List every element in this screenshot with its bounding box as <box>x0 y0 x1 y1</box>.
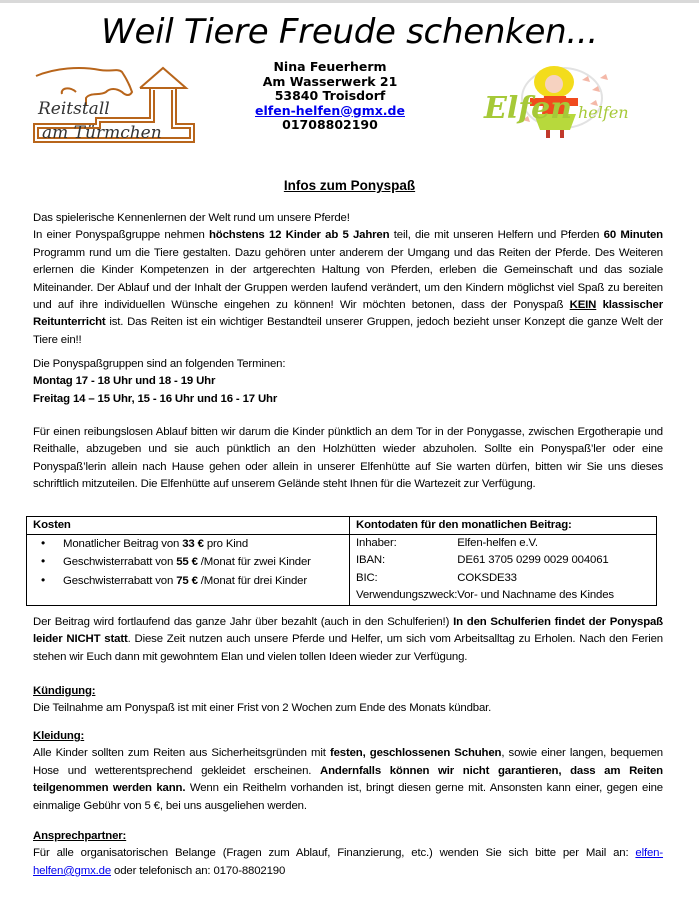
logo-text-elfen: Elfen <box>484 91 573 126</box>
account-value: DE61 3705 0299 0029 004061 <box>457 554 609 567</box>
clothing-warning: Andernfalls können wir nicht garantieren, dass am Reiten teilgenommen werden kann. <box>33 764 663 795</box>
contact-city: 53840 Troisdorf <box>274 88 386 103</box>
holidays-notice: In den Schulferien findet der Ponyspaß leider NICHT statt <box>33 616 663 646</box>
intro-max-kids: höchstens 12 Kinder ab 5 Jahren <box>209 229 390 242</box>
costs-table <box>26 516 657 606</box>
contact-block <box>230 60 430 133</box>
clothing-text: Alle Kinder sollten zum Reiten aus Sicherheitsgründen mit festen, geschlossenen Schuhen, sowie einer langen, bequemen Hose und wetterentsprechend gekleidet erscheinen. Andernfalls können wir nicht garantieren, dass am Reiten teilgenommen werden kann. Wenn ein Reithelm vorhanden ist, bringt diesen gerne mit. Ansonsten kann einer, gegen eine einmalige Gebühr von 5 €, bei uns ausgeliehen werden. <box>33 747 663 812</box>
clothing-heading: Kleidung: <box>33 730 85 742</box>
intro-text: Programm rund um die Tiere gestalten. Dazu gehören unter anderem der Umgang und das Reiten der Pferde. Des Weiteren erlernen die Kinder Kompetenzen in der artgerechten Haltung von Pferden, erleben die Gemeinschaft und das soziale Miteinander. Der Ablauf und der Inhalt der Gruppen werden laufend verändert, um den Kindern möglichst viel Spaß zu bereiten und auf ihre individuellen Wünsche eingehen zu können! Wir möchten betonen, dass der Ponyspaß <box>33 246 663 312</box>
top-border <box>0 0 699 3</box>
contact-street: Am Wasserwerk 21 <box>262 73 398 89</box>
elfen-helfen-logo <box>482 60 632 145</box>
contact-heading: Ansprechpartner: <box>33 830 127 842</box>
pickup-text: Für einen reibungslosen Ablauf bitten wir darum die Kinder pünktlich an dem Tor in der Ponygasse, zwischen Ergotherapie und Reithalle, abzugeben und sie auch pünktlich an den Holzhütten wieder abzuholen. Sollte ein Ponyspaß’ler oder eine Ponyspaß’lerin allein nach Hause gehen oder allein in unserer Elfenhütte auf Sie warten dürfen, bitten wir Sie uns dieses schriftlich mitzuteilen. Die Elfenhütte auf unserem Gelände steht Ihnen für die Wartezeit zur Verfügung. <box>33 426 663 491</box>
costs-list <box>31 535 343 590</box>
clothing-section <box>33 728 663 815</box>
logo-text-helfen: helfen <box>578 103 629 122</box>
schedule-intro: Die Ponyspaßgruppen sind an folgenden Terminen: <box>33 358 286 370</box>
account-header: Kontodaten für den monatlichen Beitrag: <box>350 517 657 535</box>
account-label: Inhaber: <box>356 537 397 549</box>
cancellation-heading: Kündigung: <box>33 685 96 697</box>
contact-email-link-footer[interactable]: elfen-helfen@gmx.de <box>33 847 663 877</box>
cost-amount: 55 € <box>176 556 198 569</box>
account-label: BIC: <box>356 571 378 584</box>
intro-text: In einer Ponyspaßgruppe nehmen <box>33 229 209 242</box>
costs-header: Kosten <box>27 517 350 535</box>
holidays-section <box>33 614 663 666</box>
cost-item: • Monatlicher Beitrag von 33 € pro Kind <box>41 535 343 553</box>
account-label: Verwendungszweck: <box>356 589 458 602</box>
account-label: IBAN: <box>356 554 386 567</box>
cost-item: • Geschwisterrabatt von 75 € /Monat für drei Kinder <box>41 572 343 590</box>
intro-text: ist. Das Reiten ist ein wichtiger Bestandteil unserer Gruppen, jedoch bezieht unser Konzept die ganze Welt der Tiere ein!! <box>33 316 663 346</box>
account-value: Vor- und Nachname des Kindes <box>457 589 614 602</box>
pickup-section <box>33 424 663 494</box>
schedule-monday: Montag 17 - 18 Uhr und 18 - 19 Uhr <box>33 375 216 388</box>
account-value: COKSDE33 <box>457 571 517 584</box>
schedule-section <box>33 356 663 408</box>
account-value: Elfen-helfen e.V. <box>457 537 538 549</box>
clothing-shoes: festen, geschlossenen Schuhen <box>329 747 502 760</box>
contact-name: Nina Feuerherm <box>273 59 387 74</box>
page-headline: Weil Tiere Freude schenken... <box>101 12 598 52</box>
intro-tagline: Das spielerische Kennenlernen der Welt rund um unsere Pferde! <box>33 212 350 224</box>
reitstall-logo <box>30 62 200 144</box>
account-row <box>356 587 650 604</box>
contact-section <box>33 828 663 880</box>
cost-amount: 33 € <box>182 538 204 550</box>
logo-text-reitstall: Reitstall <box>38 99 110 119</box>
document-title: Infos zum Ponyspaß <box>283 178 416 193</box>
intro-section <box>33 210 663 349</box>
contact-email-link[interactable]: elfen-helfen@gmx.de <box>255 102 405 118</box>
contact-text: Für alle organisatorischen Belange (Fragen zum Ablauf, Finanzierung, etc.) wenden Sie sich bitte per Mail an: elfen-helfen@gmx.de oder telefonisch an: 0170-8802190 <box>33 847 663 877</box>
cancellation-text: Die Teilnahme am Ponyspaß ist mit einer Frist von 2 Wochen zum Ende des Monats kündbar. <box>33 702 492 715</box>
intro-duration: 60 Minuten <box>603 229 663 242</box>
cost-amount: 75 € <box>176 574 198 587</box>
intro-no-riding-lessons: klassischer Reitunterricht <box>33 299 663 329</box>
contact-phone: 01708802190 <box>282 117 378 132</box>
cancellation-section <box>33 683 663 718</box>
schedule-friday: Freitag 14 – 15 Uhr, 15 - 16 Uhr und 16 - 17 Uhr <box>33 392 278 405</box>
account-row <box>356 535 650 552</box>
intro-paragraph <box>33 227 663 349</box>
cost-item: • Geschwisterrabatt von 55 € /Monat für zwei Kinder <box>41 553 343 571</box>
account-details <box>356 535 650 605</box>
logo-text-am-tuermchen: am Türmchen <box>42 123 162 143</box>
intro-text: teil, die mit unseren Helfern und Pferden <box>389 229 604 242</box>
account-row <box>356 552 650 569</box>
account-row <box>356 570 650 587</box>
intro-kein: KEIN <box>569 299 597 312</box>
holidays-text: Der Beitrag wird fortlaufend das ganze Jahr über bezahlt (auch in den Schulferien!) In den Schulferien findet der Ponyspaß leider NICHT statt. Diese Zeit nutzen auch unsere Pferde und Helfer, um sich vom Arbeitsalltag zu Erholen. Nach den Ferien stehen wir Euch dann mit gewohntem Elan und vielen tollen Ideen wieder zur Verfügung. <box>33 616 663 663</box>
